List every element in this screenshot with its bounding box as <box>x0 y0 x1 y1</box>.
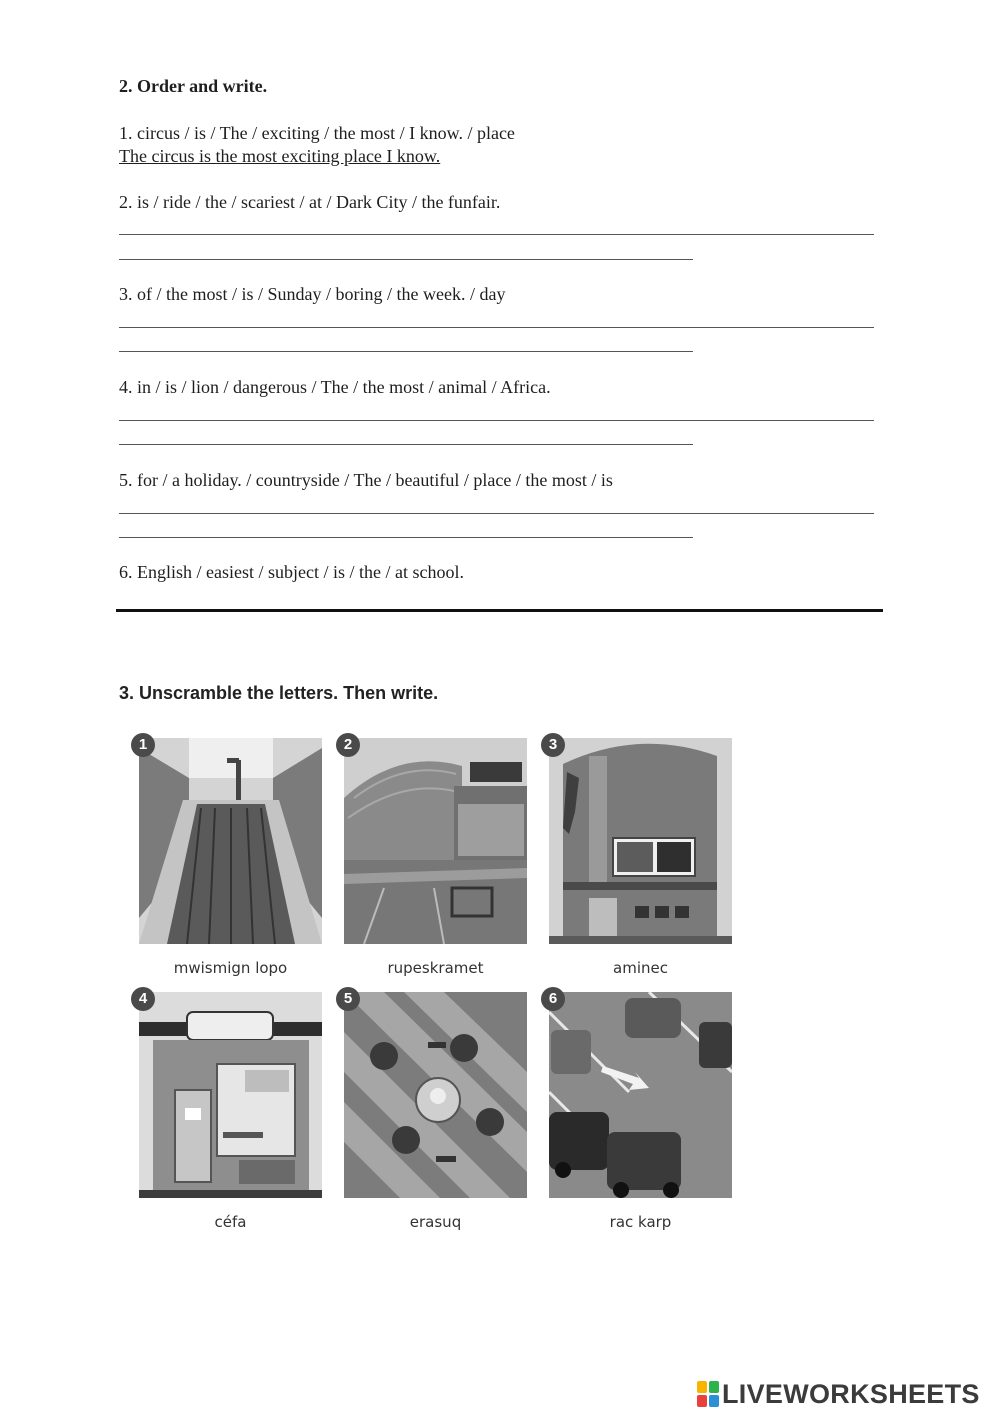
liveworksheets-logo[interactable] <box>697 1376 980 1412</box>
question-4-prompt: 4. in / is / lion / dangerous / The / the most / animal / Africa. <box>119 377 551 397</box>
picture-swimming-pool <box>139 738 322 944</box>
picture-3-number: 3 <box>541 733 565 757</box>
section-3-title: 3. Unscramble the letters. Then write. <box>119 683 439 703</box>
section-2-title: 2. Order and write. <box>119 76 268 96</box>
logo-mark-icon <box>697 1381 719 1407</box>
picture-5-number: 5 <box>336 987 360 1011</box>
answer-line-4a[interactable] <box>119 420 874 421</box>
picture-2-number: 2 <box>336 733 360 757</box>
picture-6-number: 6 <box>541 987 565 1011</box>
picture-square <box>344 992 527 1198</box>
picture-6-caption: rac karp <box>609 1213 672 1231</box>
picture-3-caption: aminec <box>613 959 668 977</box>
question-1-prompt: 1. circus / is / The / exciting / the most / I know. / place <box>119 123 515 143</box>
picture-2-caption: rupeskramet <box>387 959 484 977</box>
logo-tile-red <box>697 1395 707 1407</box>
question-6-prompt: 6. English / easiest / subject / is / the / at school. <box>119 562 464 582</box>
logo-text: LIVEWORKSHEETS <box>722 1378 980 1409</box>
picture-5-caption: erasuq <box>409 1213 462 1231</box>
answer-line-2a[interactable] <box>119 234 874 235</box>
picture-cinema <box>549 738 732 944</box>
picture-car-park <box>549 992 732 1198</box>
question-3-prompt: 3. of / the most / is / Sunday / boring / the week. / day <box>119 284 506 304</box>
question-2-prompt: 2. is / ride / the / scariest / at / Dark City / the funfair. <box>119 192 501 212</box>
picture-1-number: 1 <box>131 733 155 757</box>
picture-cafe <box>139 992 322 1198</box>
question-5-prompt: 5. for / a holiday. / countryside / The / beautiful / place / the most / is <box>119 470 613 490</box>
answer-line-4b[interactable] <box>119 444 693 445</box>
logo-tile-yellow <box>697 1381 707 1393</box>
question-1-example-answer: The circus is the most exciting place I know. <box>119 146 441 166</box>
picture-1-caption: mwismign lopo <box>173 959 288 977</box>
logo-tile-blue <box>709 1395 719 1407</box>
section-divider <box>116 609 883 612</box>
answer-line-3a[interactable] <box>119 327 874 328</box>
answer-line-2b[interactable] <box>119 259 693 260</box>
answer-line-3b[interactable] <box>119 351 693 352</box>
answer-line-5b[interactable] <box>119 537 693 538</box>
picture-supermarket <box>344 738 527 944</box>
logo-tile-green <box>709 1381 719 1393</box>
picture-4-caption: céfa <box>214 1213 247 1231</box>
answer-line-5a[interactable] <box>119 513 874 514</box>
picture-4-number: 4 <box>131 987 155 1011</box>
